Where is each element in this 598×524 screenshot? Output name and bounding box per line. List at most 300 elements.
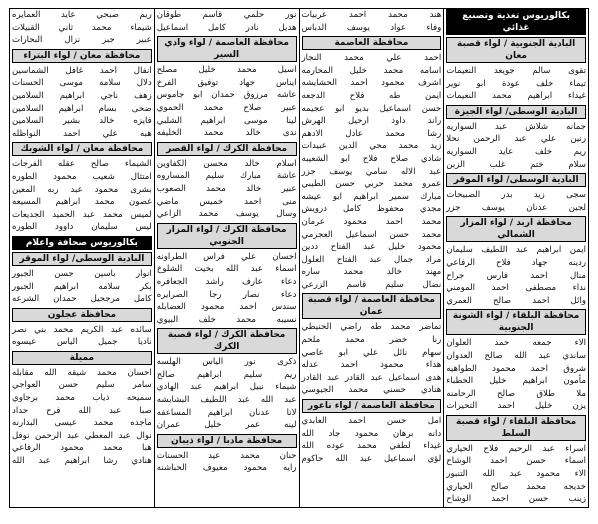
name-part: الطوره: [12, 222, 38, 233]
name-part: ريم: [284, 369, 297, 380]
name-part: طه: [370, 322, 382, 333]
name-part: ساندي: [562, 350, 586, 361]
name-part: سليم: [205, 171, 225, 182]
name-part: الهادي: [156, 382, 179, 393]
name-part: جزر: [446, 202, 461, 213]
name-part: محمود: [200, 302, 225, 313]
name-part: عمرو: [422, 179, 442, 190]
name-part: سالم: [532, 66, 551, 76]
name-row: [446, 282, 586, 295]
name-part: ليس: [135, 222, 152, 233]
name-part: محمد: [385, 128, 405, 139]
region-heading: محافظة البلقاء / لواء قصبة السلط: [446, 415, 586, 441]
name-row: [302, 65, 442, 78]
name-row: [12, 367, 152, 380]
name-part: صالح: [497, 388, 516, 399]
name-part: العلول: [301, 254, 325, 265]
name-part: جزر: [301, 166, 316, 177]
name-part: احمد: [244, 196, 262, 207]
name-part: حمدان: [53, 294, 77, 305]
name-part: شادي: [420, 153, 442, 164]
name-row: [446, 257, 586, 270]
name-part: محمود: [53, 171, 77, 182]
name-part: محمد: [383, 65, 404, 76]
name-part: بخيت: [194, 264, 214, 275]
name-row: [12, 430, 152, 443]
name-part: العمري: [446, 295, 472, 306]
name-part: خلف: [536, 78, 554, 89]
name-part: الله: [482, 469, 495, 480]
name-row: [157, 127, 297, 140]
name-row: [157, 183, 297, 196]
name-part: نوير: [446, 78, 461, 89]
name-part: مرزوق: [243, 90, 269, 101]
name-part: ابو: [340, 153, 351, 164]
name-part: محمد: [343, 267, 364, 278]
name-row: [302, 52, 442, 65]
name-row: [446, 78, 586, 91]
name-part: تيماء: [569, 78, 586, 89]
name-part: محمد: [103, 209, 123, 220]
name-row: [302, 453, 442, 466]
name-part: محمد: [97, 367, 117, 378]
name-part: الجعافره: [156, 276, 188, 287]
name-part: عبد: [250, 264, 263, 275]
name-part: محمود: [417, 242, 442, 253]
name-part: ريم: [573, 146, 586, 157]
name-row: [446, 350, 586, 363]
name-part: عبد: [284, 395, 297, 406]
name-row: [12, 9, 152, 22]
name-part: سليمان: [91, 222, 118, 233]
name-part: طلاق: [536, 388, 555, 399]
name-part: بشير: [62, 116, 81, 127]
name-part: جمال: [394, 254, 414, 265]
name-row: [157, 450, 297, 463]
name-part: اسيل: [277, 65, 297, 76]
name-part: زيد: [430, 141, 442, 152]
name-part: عبير: [281, 183, 297, 194]
name-part: عبد: [70, 184, 83, 195]
name-part: معيوف: [202, 463, 228, 474]
name-part: ماجده: [130, 418, 152, 429]
name-part: الله: [44, 367, 57, 378]
name-part: ابراهيم: [527, 91, 553, 102]
name-part: محمد: [236, 314, 257, 325]
name-part: عجيمه: [301, 103, 325, 114]
name-part: السواريه: [446, 121, 477, 132]
name-part: لينه: [284, 420, 297, 431]
name-part: ددين: [301, 242, 319, 253]
name-part: تقوى: [568, 66, 586, 76]
name-part: عاصي: [301, 347, 324, 358]
name-part: محمود: [94, 184, 119, 195]
name-part: نحلا: [446, 134, 460, 145]
name-part: خليل: [489, 376, 507, 387]
name-part: عرمان: [301, 216, 325, 227]
name-part: سائده: [130, 324, 152, 335]
name-part: سليم: [96, 380, 115, 391]
name-part: عدنان: [526, 202, 548, 213]
name-part: خالد: [99, 116, 115, 127]
name-part: مأمون: [563, 376, 586, 387]
name-part: محمد: [198, 209, 219, 220]
name-part: محمد: [240, 450, 260, 461]
name-part: احمد: [491, 283, 509, 294]
name-row: [302, 254, 442, 267]
name-row: [302, 347, 442, 360]
name-part: الصبيحات: [446, 190, 481, 201]
region-heading: البادية الوسطى/ لواء الموقر: [446, 173, 586, 187]
name-part: ابراهيم: [522, 376, 548, 387]
name-part: دانه: [428, 428, 442, 439]
name-part: طوقان: [156, 10, 182, 20]
name-part: جاموس: [156, 90, 185, 101]
name-row: [302, 115, 442, 128]
name-part: محمد: [94, 197, 115, 208]
name-part: خالد: [386, 267, 402, 278]
name-row: [446, 146, 586, 159]
name-row: [446, 468, 586, 481]
name-part: البحارات: [12, 35, 43, 46]
name-part: وفاء: [426, 22, 442, 33]
region-heading: محافظة معان / لواء الشوبك: [12, 142, 152, 156]
name-part: ابراهيم: [353, 191, 379, 202]
name-part: سلام: [568, 159, 586, 170]
name-part: البشابشه: [156, 395, 190, 406]
name-part: ملحم: [301, 335, 321, 346]
name-part: ابو: [476, 78, 486, 89]
name-part: احمد: [99, 65, 118, 76]
name-part: الاء: [574, 338, 586, 349]
name-part: فلاح: [495, 257, 511, 268]
name-part: العمايره: [12, 10, 41, 20]
name-part: حلمي: [243, 10, 265, 20]
name-part: عيد: [208, 450, 221, 461]
name-part: محمد: [236, 65, 257, 76]
name-row: [12, 128, 152, 141]
name-part: وائل: [570, 295, 586, 306]
name-part: عيشه: [301, 191, 322, 202]
name-part: العضايله: [156, 302, 186, 313]
name-row: [302, 428, 442, 441]
name-part: سليم: [243, 369, 263, 380]
region-heading: محافظة العاصمة: [302, 36, 442, 50]
name-part: لطفي: [389, 441, 411, 452]
name-part: برهان: [392, 428, 414, 439]
name-row: [157, 89, 297, 102]
name-part: عبد: [494, 121, 508, 132]
name-row: [446, 189, 586, 202]
name-part: ارحيل: [348, 116, 369, 127]
name-part: طه: [388, 90, 401, 101]
name-part: داود: [391, 116, 406, 127]
name-part: يوسف: [329, 166, 353, 177]
name-part: شيماء: [275, 382, 297, 393]
name-part: ريم: [139, 10, 152, 20]
region-heading: محافظة الكرك / لواء المزار الجنوبي: [157, 223, 297, 249]
name-part: السلامين: [12, 116, 44, 127]
name-part: عدله: [301, 360, 319, 371]
name-part: الله: [78, 405, 91, 416]
name-part: حربي: [364, 179, 384, 190]
name-part: محي: [369, 141, 387, 152]
name-part: امل: [427, 416, 442, 427]
name-part: عبد: [509, 469, 522, 480]
name-part: عوده: [326, 441, 345, 452]
name-part: النجار: [301, 53, 322, 64]
name-part: جهاد: [531, 257, 548, 268]
name-part: بسام: [98, 103, 117, 114]
name-part: حسن: [386, 416, 407, 427]
name-part: حمد: [494, 338, 510, 349]
name-part: الدباس: [301, 22, 327, 33]
name-part: الهلسه: [156, 357, 181, 368]
name-part: فلاح: [483, 443, 499, 454]
name-part: غيداء: [567, 91, 586, 102]
name-part: محمد: [206, 183, 226, 194]
name-part: الادهم: [301, 128, 323, 139]
name-part: علي: [240, 251, 257, 262]
name-row: [302, 279, 442, 292]
name-part: هنادي: [420, 385, 442, 396]
name-row: [157, 314, 297, 327]
name-part: حسن: [528, 494, 549, 505]
name-part: الجبور: [12, 281, 34, 292]
name-row: [157, 115, 297, 128]
name-part: نسيبه: [276, 314, 297, 325]
name-part: سمير: [389, 191, 409, 202]
name-row: [446, 388, 586, 401]
name-part: احمد: [424, 53, 442, 64]
name-part: نادر: [245, 22, 259, 33]
name-part: ايناس: [276, 77, 297, 88]
name-part: سامي: [365, 166, 388, 177]
name-part: السلامين: [12, 103, 44, 114]
name-part: يزن: [572, 401, 586, 412]
name-part: علي: [102, 128, 118, 139]
name-part: زيد: [533, 190, 545, 201]
name-part: عبد: [118, 430, 131, 441]
name-part: فراس: [203, 251, 225, 262]
name-part: ابراهيم: [207, 407, 233, 418]
name-row: [157, 419, 297, 432]
name-part: محمد: [393, 179, 413, 190]
name-part: خلف: [534, 146, 553, 157]
name-part: لميس: [130, 209, 152, 220]
name-part: نور: [285, 10, 297, 20]
name-part: عواد: [390, 22, 406, 33]
name-part: هبه: [140, 128, 152, 139]
name-part: مراد: [425, 254, 442, 265]
name-part: محمد: [203, 102, 224, 113]
name-part: محمود: [492, 363, 516, 374]
region-heading: محافظة العاصمة / لواء قصبة عمان: [302, 293, 442, 319]
name-part: برجاوي: [12, 393, 38, 404]
name-part: الرفاعي: [12, 443, 41, 454]
name-part: غافل: [65, 65, 84, 76]
name-part: اسماعيل: [388, 372, 420, 383]
name-part: المسيعه: [12, 197, 41, 208]
name-part: المساعفه: [156, 407, 192, 418]
name-part: ربه: [47, 184, 59, 195]
name-part: الحشايشه: [301, 78, 338, 89]
name-part: قاسم: [202, 10, 223, 20]
name-part: احمد: [63, 128, 81, 139]
name-row: [157, 381, 297, 394]
name-part: اسراء: [565, 443, 586, 454]
name-part: علي: [363, 347, 379, 358]
name-part: الطيبي: [301, 179, 326, 190]
name-part: حسن: [421, 103, 442, 114]
name-row: [157, 158, 297, 171]
name-part: الله: [514, 350, 527, 361]
name-part: ثاني: [58, 22, 74, 33]
name-part: ابراهيم: [64, 456, 90, 467]
name-part: النعيمات: [446, 66, 477, 76]
name-part: محمد: [492, 91, 512, 102]
name-part: احسان: [272, 251, 297, 262]
name-part: احمد: [530, 363, 548, 374]
name-part: محمود: [354, 428, 379, 439]
name-row: [157, 77, 297, 90]
region-heading: محافظة الكرك / لواء قصبة الكرك: [157, 328, 297, 354]
name-part: هداء: [425, 360, 442, 371]
name-row: [302, 229, 442, 242]
list-column: [10, 9, 154, 507]
region-heading: محافظة اربد / لواء المزار الشمالي: [446, 216, 586, 242]
name-part: هند: [429, 10, 442, 20]
name-row: [12, 293, 152, 306]
name-part: الزرعي: [301, 279, 328, 290]
name-part: غصون: [129, 197, 152, 208]
name-row: [12, 115, 152, 128]
name-part: الله: [12, 456, 25, 467]
name-part: بكر: [139, 281, 152, 292]
name-part: سميحه: [126, 393, 152, 404]
name-part: التحيرات: [446, 401, 478, 412]
name-part: محمود: [343, 216, 368, 227]
name-part: جاد: [328, 428, 341, 439]
name-part: اسماعيل: [384, 453, 416, 464]
name-part: الخطباء: [446, 376, 474, 387]
name-part: شلاش: [525, 121, 549, 132]
name-part: عبد: [327, 372, 340, 383]
name-part: الحسنات: [12, 78, 44, 89]
name-part: وسال: [276, 209, 297, 220]
name-row: [302, 203, 442, 216]
name-part: البيوي: [156, 314, 179, 325]
name-part: محمد: [91, 22, 112, 33]
name-part: علي: [540, 134, 557, 145]
name-part: العلوان: [446, 338, 472, 349]
name-part: حمدان: [211, 90, 235, 101]
name-row: [157, 289, 297, 302]
name-part: سليم: [385, 279, 404, 290]
name-part: درويش: [301, 204, 327, 215]
name-part: زهف: [134, 90, 152, 101]
name-part: محمود: [536, 469, 560, 480]
name-part: سلامه: [99, 78, 121, 89]
name-part: حسن: [54, 268, 74, 279]
name-row: [302, 359, 442, 372]
name-part: الزبن: [446, 159, 465, 170]
name-part: محمد: [348, 385, 369, 396]
name-part: ابراهيم: [536, 245, 562, 256]
name-row: [12, 417, 152, 430]
name-part: عبد: [190, 382, 203, 393]
name-part: الرحمن: [473, 134, 501, 145]
name-part: الفرخ: [156, 77, 177, 88]
name-part: مقابله: [12, 367, 34, 378]
name-row: [157, 208, 297, 221]
name-part: الله: [225, 264, 239, 275]
name-row: [302, 77, 442, 90]
name-part: عيسى: [54, 418, 78, 429]
name-part: كامل: [133, 294, 152, 305]
name-row: [446, 400, 586, 413]
name-part: اللطيف: [481, 245, 508, 256]
name-part: الرفاعي: [446, 257, 476, 268]
name-row: [302, 266, 442, 279]
name-part: فرح: [46, 405, 61, 416]
name-part: صالح: [492, 295, 512, 306]
name-part: اسامه: [419, 65, 442, 76]
name-part: الحميد: [52, 209, 75, 220]
name-part: صالح: [490, 481, 509, 492]
name-part: حسن: [526, 456, 546, 467]
name-part: قاسم: [346, 279, 367, 290]
name-part: المعين: [12, 184, 36, 195]
name-part: ابراهيم: [213, 382, 239, 393]
name-part: راشد: [205, 276, 224, 287]
name-row: [302, 22, 442, 35]
name-part: الخليفه: [156, 128, 182, 139]
name-part: انوار: [135, 268, 152, 279]
name-part: الرحمن: [34, 430, 62, 441]
degree-heading: بكالوريوس صحافة واعلام: [12, 236, 152, 250]
name-row: [12, 34, 152, 47]
name-part: ناجي: [100, 90, 119, 101]
name-part: عبد: [237, 395, 250, 406]
name-part: خلف: [198, 314, 216, 325]
name-part: الشلوخ: [156, 264, 183, 275]
name-part: المومني: [446, 283, 476, 294]
name-row: [446, 481, 586, 494]
name-part: محمد: [388, 10, 408, 20]
name-part: دلال: [136, 78, 152, 89]
name-part: خليل: [535, 401, 553, 412]
name-part: محمد: [345, 335, 365, 346]
name-part: احمد: [239, 302, 257, 313]
name-part: خضر: [389, 335, 408, 346]
name-part: محمد: [53, 324, 74, 335]
name-row: [446, 121, 586, 134]
name-part: الكفاوين: [156, 158, 187, 169]
name-part: ابراهيم: [55, 197, 81, 208]
name-part: الكريم: [80, 324, 104, 335]
name-part: ساره: [301, 267, 320, 278]
name-part: خميس: [199, 196, 224, 207]
name-part: هنادي: [131, 456, 152, 467]
name-part: الفتاح: [330, 242, 351, 253]
name-part: المحارمه: [301, 65, 334, 76]
name-part: محمد: [203, 128, 224, 139]
name-part: ابراهيم: [58, 103, 84, 114]
name-part: غلب: [489, 159, 506, 170]
name-part: الحياري: [446, 481, 473, 492]
name-part: كامل: [343, 204, 361, 215]
